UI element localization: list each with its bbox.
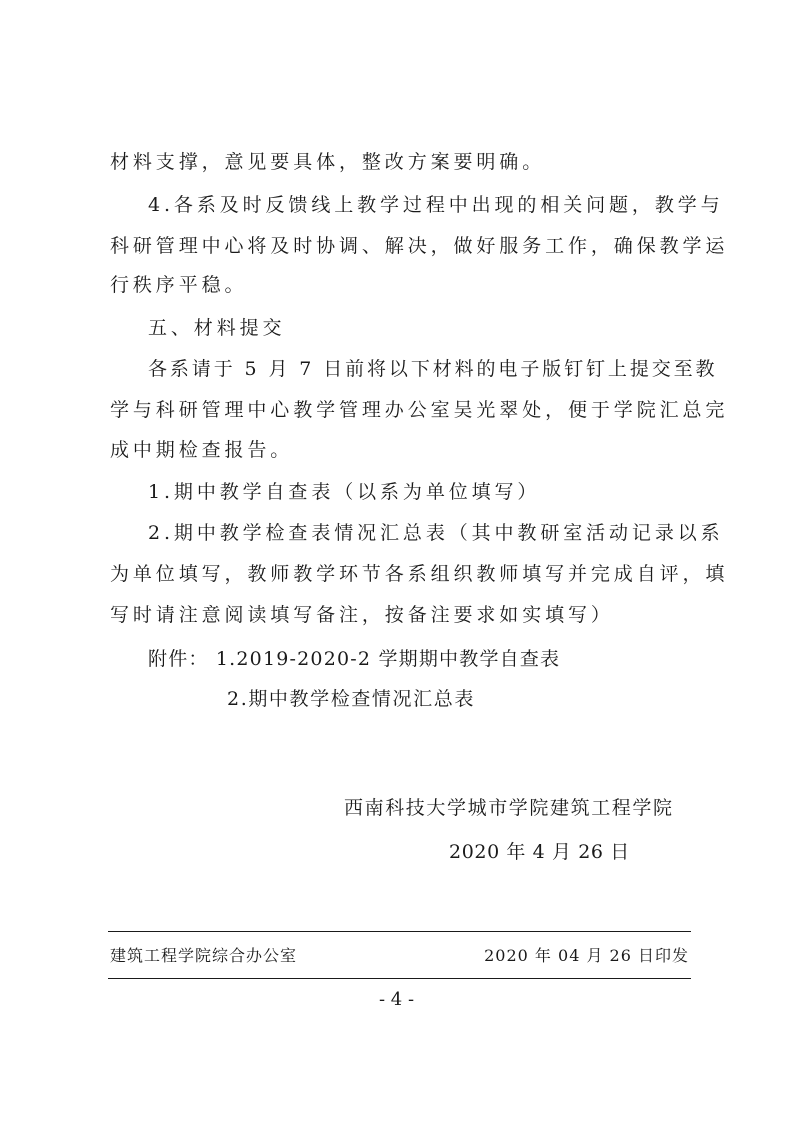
body-line-4: 行秩序平稳。	[110, 274, 248, 296]
issuing-office: 建筑工程学院综合办公室	[110, 946, 298, 965]
attachment-line-2: 2.期中教学检查情况汇总表	[227, 688, 475, 710]
footer-bottom-rule	[108, 978, 691, 979]
signature-org: 西南科技大学城市学院建筑工程学院	[344, 797, 674, 819]
list-item-2: 2.期中教学检查表情况汇总表（其中教研室活动记录以系	[148, 522, 724, 544]
footer-top-rule	[108, 931, 691, 932]
page-number: - 4 -	[378, 989, 415, 1010]
signature-date: 2020 年 4 月 26 日	[449, 841, 630, 863]
list-item-2-cont-1: 为单位填写，教师教学环节各系组织教师填写并完成自评，填	[110, 563, 729, 585]
body-line-3: 科研管理中心将及时协调、解决，做好服务工作，确保教学运	[110, 235, 729, 257]
body-line-2: 4.各系及时反馈线上教学过程中出现的相关问题，教学与	[148, 194, 724, 216]
body-line-6: 各系请于 5 月 7 日前将以下材料的电子版钉钉上提交至教	[148, 358, 718, 380]
list-item-2-cont-2: 写时请注意阅读填写备注，按备注要求如实填写）	[110, 604, 614, 626]
list-item-1: 1.期中教学自查表（以系为单位填写）	[148, 481, 541, 503]
issue-date: 2020 年 04 月 26 日印发	[484, 946, 689, 965]
body-line-7: 学与科研管理中心教学管理办公室吴光翠处，便于学院汇总完	[110, 399, 729, 421]
section-heading: 五、材料提交	[148, 317, 286, 339]
body-line-8: 成中期检查报告。	[110, 439, 294, 461]
body-line-1: 材料支撑，意见要具体，整改方案要明确。	[110, 151, 546, 173]
attachment-line-1: 附件： 1.2019-2020-2 学期期中教学自查表	[148, 648, 561, 670]
